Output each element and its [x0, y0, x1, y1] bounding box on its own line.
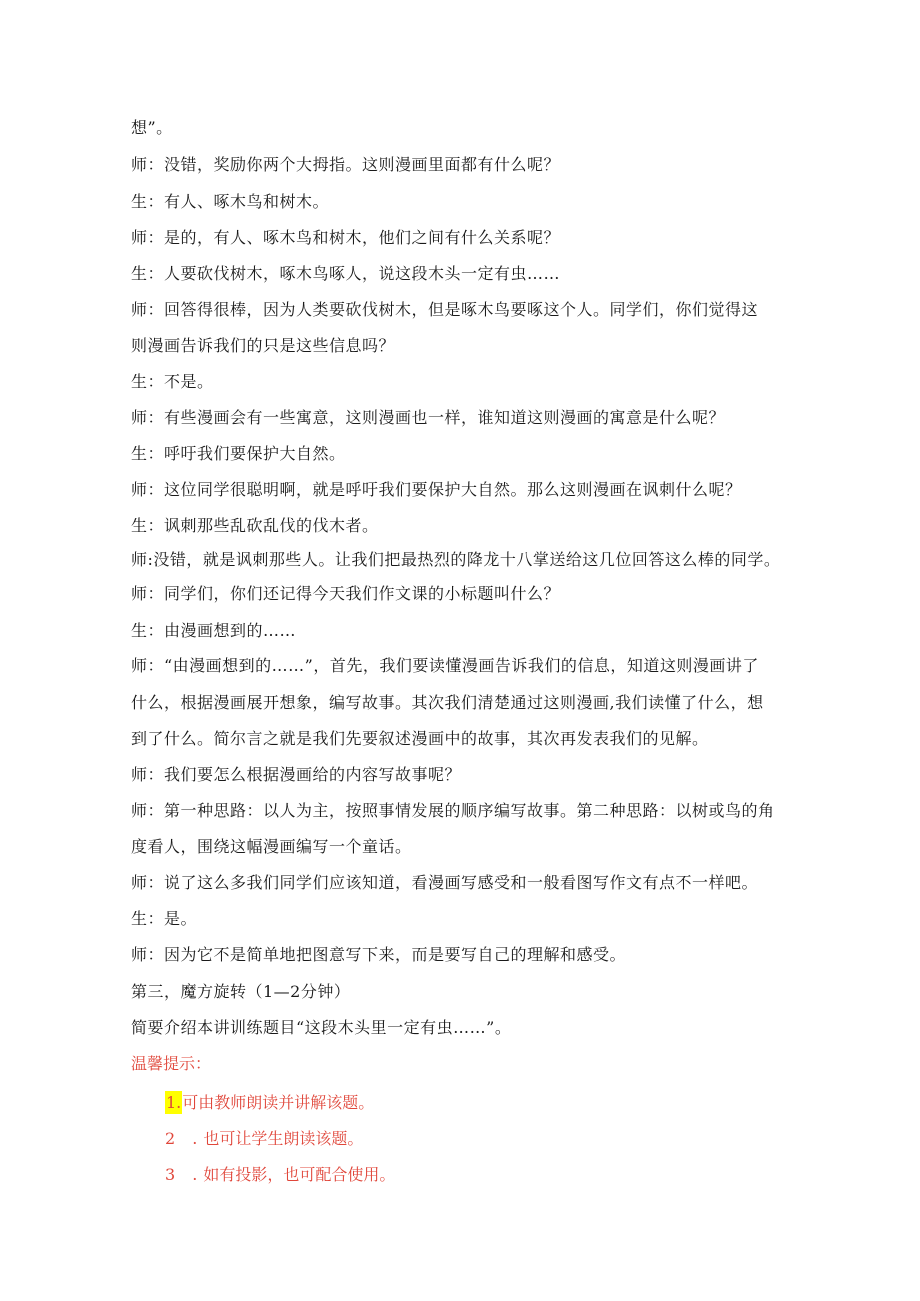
text-line: 师：“由漫画想到的……”，首先，我们要读懂漫画告诉我们的信息，知道这则漫画讲了	[131, 656, 759, 675]
tip-text: 可由教师朗读并讲解该题。	[182, 1093, 375, 1112]
tip-number-highlighted: 1.	[166, 1093, 182, 1112]
tip-text: 也可让学生朗读该题。	[203, 1129, 364, 1148]
text-line: 则漫画告诉我们的只是这些信息吗？	[131, 336, 396, 355]
text-line: 第三，魔方旋转（1—2分钟）	[131, 982, 351, 1001]
text-line: 师：回答得很棒，因为人类要砍伐树木，但是啄木鸟要啄这个人。同学们，你们觉得这	[131, 300, 759, 319]
text-line: 到了什么。简尔言之就是我们先要叙述漫画中的故事，其次再发表我们的见解。	[131, 729, 709, 748]
text-line: 什么，根据漫画展开想象，编写故事。其次我们清楚通过这则漫画,我们读懂了什么，想	[131, 693, 764, 712]
text-line: 度看人，围绕这幅漫画编写一个童话。	[131, 837, 412, 856]
text-line: 生：有人、啄木鸟和树木。	[131, 192, 330, 211]
text-line: 师：我们要怎么根据漫画给的内容写故事呢？	[131, 765, 462, 784]
text-line: 生：讽刺那些乱砍乱伐的伐木者。	[131, 516, 379, 535]
tips-title: 温馨提示：	[131, 1054, 212, 1073]
tip-text: 如有投影，也可配合使用。	[203, 1165, 396, 1184]
text-line: 师：因为它不是简单地把图意写下来，而是要写自己的理解和感受。	[131, 945, 627, 964]
text-line: 师：第一种思路：以人为主，按照事情发展的顺序编写故事。第二种思路：以树或鸟的角	[131, 801, 775, 820]
text-line: 想”。	[131, 118, 173, 137]
tip-item	[165, 1093, 374, 1113]
text-line: 师：同学们，你们还记得今天我们作文课的小标题叫什么？	[131, 584, 561, 603]
tip-item	[165, 1165, 395, 1185]
text-line: 师:没错，就是讽刺那些人。让我们把最热烈的降龙十八掌送给这几位回答这么棒的同学。	[131, 550, 781, 569]
text-line: 师：这位同学很聪明啊，就是呼吁我们要保护大自然。那么这则漫画在讽刺什么呢？	[131, 480, 742, 499]
text-line: 简要介绍本讲训练题目“这段木头里一定有虫……”。	[131, 1018, 512, 1037]
tip-number: 3 .	[165, 1165, 204, 1184]
tip-item	[165, 1129, 363, 1149]
text-line: 生：不是。	[131, 372, 214, 391]
text-line: 师：是的，有人、啄木鸟和树木，他们之间有什么关系呢？	[131, 228, 561, 247]
text-line: 生：由漫画想到的……	[131, 621, 297, 640]
tip-number: 2 .	[165, 1129, 204, 1148]
text-line: 生：人要砍伐树木，啄木鸟啄人，说这段木头一定有虫……	[131, 264, 561, 283]
text-line: 师：说了这么多我们同学们应该知道，看漫画写感受和一般看图写作文有点不一样吧。	[131, 873, 759, 892]
text-line: 生：呼吁我们要保护大自然。	[131, 444, 346, 463]
text-line: 师：没错，奖励你两个大拇指。这则漫画里面都有什么呢？	[131, 155, 561, 174]
text-line: 生：是。	[131, 909, 198, 928]
text-line: 师：有些漫画会有一些寓意，这则漫画也一样，谁知道这则漫画的寓意是什么呢？	[131, 408, 726, 427]
